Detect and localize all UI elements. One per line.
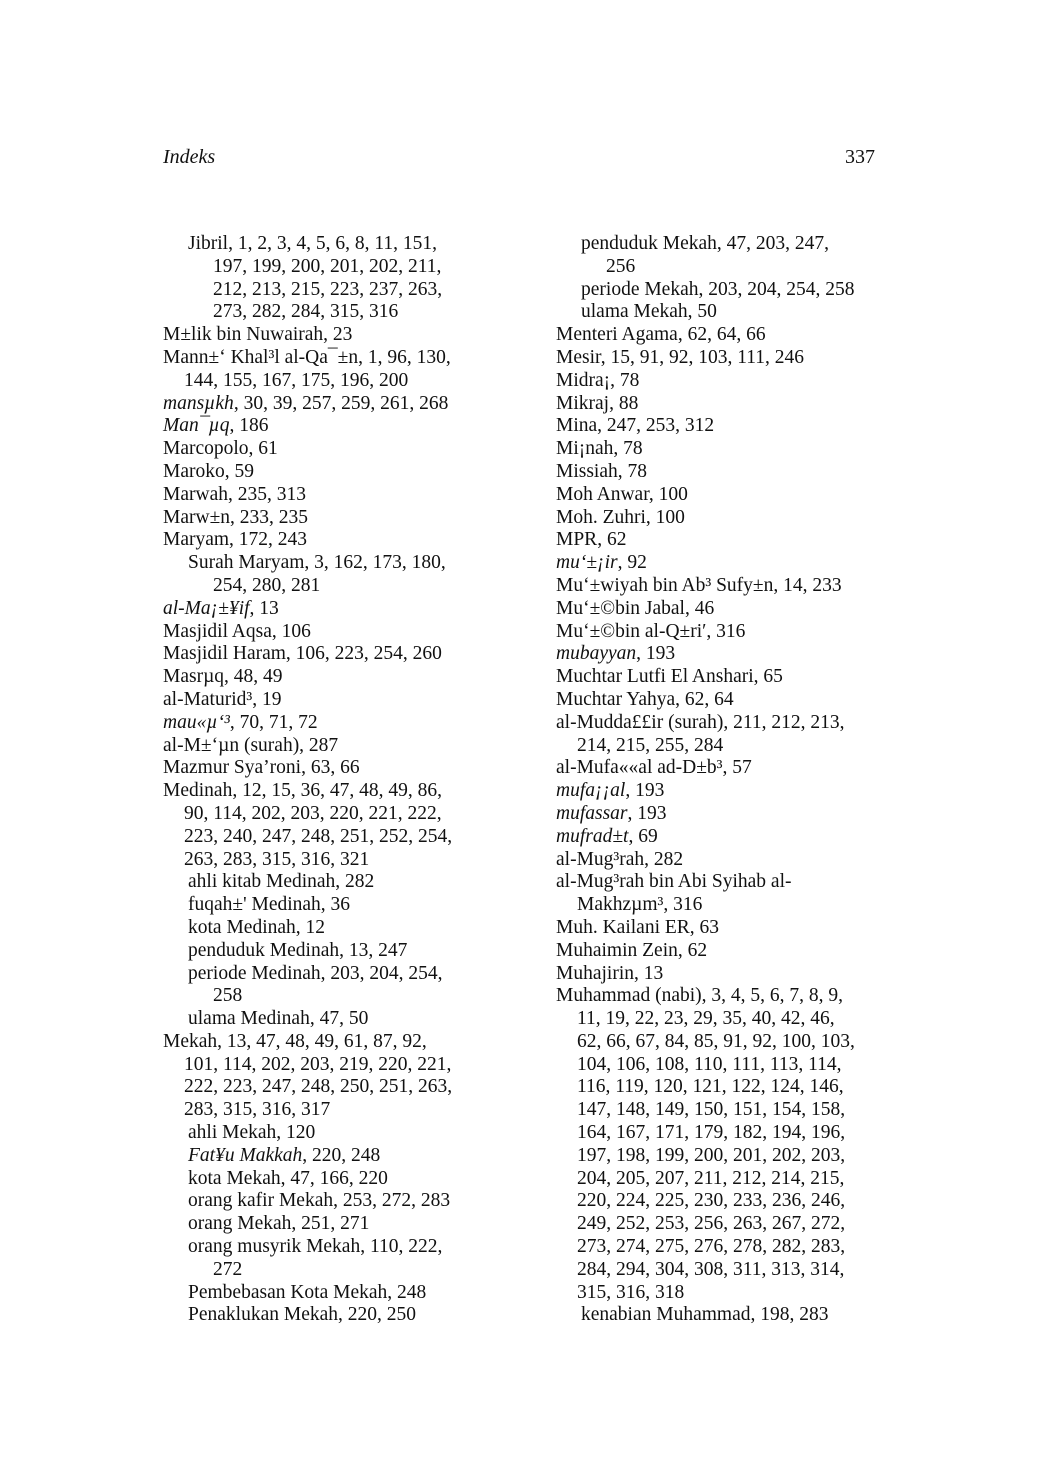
index-column-left: [163, 233, 508, 1327]
index-entry: 144, 155, 167, 175, 196, 200: [184, 369, 409, 391]
index-entry: 214, 215, 255, 284: [577, 734, 724, 756]
index-entry: 223, 240, 247, 248, 251, 252, 254,: [184, 825, 453, 847]
index-entry: al-Maturid³, 19: [163, 688, 282, 710]
index-entry: Masrµq, 48, 49: [163, 666, 283, 688]
index-entry: Man¯µq, 186: [163, 415, 269, 437]
index-term-italic: mubayyan: [556, 643, 637, 665]
index-entry: mansµkh, 30, 39, 257, 259, 261, 268: [163, 392, 449, 414]
index-subentry: kenabian Muhammad, 198, 283: [581, 1304, 829, 1326]
index-subentry: Jibril, 1, 2, 3, 4, 5, 6, 8, 11, 151,: [188, 233, 437, 254]
index-term-italic: Fat¥u Makkah: [188, 1144, 303, 1166]
index-entry: Marcopolo, 61: [163, 438, 278, 460]
index-entry: 263, 283, 315, 316, 321: [184, 848, 370, 870]
index-entry: Mu‘±wiyah bin Ab³ Sufy±n, 14, 233: [556, 574, 842, 596]
index-entry: 315, 316, 318: [577, 1281, 685, 1303]
index-subentry: penduduk Medinah, 13, 247: [188, 939, 408, 961]
index-entry: Mikraj, 88: [556, 392, 639, 414]
index-term-italic: mansµkh: [163, 392, 234, 414]
index-subentry: kota Medinah, 12: [188, 916, 326, 938]
index-entry: al-Mudda££ir (surah), 211, 212, 213,: [556, 711, 845, 733]
index-subentry: 258: [213, 985, 243, 1007]
index-subentry: ahli kitab Medinah, 282: [188, 871, 375, 893]
index-entry: 284, 294, 304, 308, 311, 313, 314,: [577, 1258, 845, 1280]
index-term-italic: mufa¡¡al: [556, 780, 626, 802]
index-entry: Muhaimin Zein, 62: [556, 939, 708, 961]
index-subentry: Fat¥u Makkah, 220, 248: [188, 1144, 381, 1166]
index-subentry: ulama Medinah, 47, 50: [188, 1008, 369, 1030]
index-subentry: ulama Mekah, 50: [581, 301, 717, 323]
index-term-italic: mu‘±¡ir: [556, 552, 618, 574]
index-entry: Medinah, 12, 15, 36, 47, 48, 49, 86,: [163, 780, 442, 802]
index-entry: mau«µ‘³, 70, 71, 72: [163, 711, 318, 733]
index-entry: al-Ma¡±¥if, 13: [163, 597, 279, 619]
index-entry: Maroko, 59: [163, 460, 254, 482]
index-subentry: periode Medinah, 203, 204, 254,: [188, 962, 443, 984]
index-entry: M±lik bin Nuwairah, 23: [163, 324, 353, 346]
index-subentry: 272: [213, 1258, 243, 1280]
index-entry: 204, 205, 207, 211, 212, 214, 215,: [577, 1167, 845, 1189]
index-term-italic: al-Ma¡±¥if: [163, 597, 250, 619]
index-entry: Moh Anwar, 100: [556, 483, 688, 505]
index-entry: Muhammad (nabi), 3, 4, 5, 6, 7, 8, 9,: [556, 985, 844, 1007]
index-subentry: periode Mekah, 203, 204, 254, 258: [581, 278, 855, 300]
index-entry: mufassar, 193: [556, 802, 667, 824]
index-entry: al-M±‘µn (surah), 287: [163, 734, 339, 756]
index-entry: Mi¡nah, 78: [556, 438, 643, 460]
index-entry: Mann±‘ Khal³l al-Qa¯±n, 1, 96, 130,: [163, 346, 451, 368]
index-entry: mufa¡¡al, 193: [556, 780, 665, 802]
index-subentry: fuqah±' Medinah, 36: [188, 894, 351, 916]
index-entry: Moh. Zuhri, 100: [556, 506, 685, 528]
index-subentry: kota Mekah, 47, 166, 220: [188, 1167, 388, 1189]
index-entry: Midra¡, 78: [556, 369, 640, 391]
index-subentry: Pembebasan Kota Mekah, 248: [188, 1281, 427, 1303]
index-entry: al-Mug³rah, 282: [556, 848, 684, 870]
index-subentry: ahli Mekah, 120: [188, 1122, 316, 1144]
page-number: 337: [845, 146, 875, 168]
index-entry: 90, 114, 202, 203, 220, 221, 222,: [184, 802, 442, 824]
index-entry: Mu‘±©bin al-Q±ri′, 316: [556, 620, 746, 642]
index-entry: 101, 114, 202, 203, 219, 220, 221,: [184, 1053, 452, 1075]
index-entry: 249, 252, 253, 256, 263, 267, 272,: [577, 1213, 846, 1235]
index-entry: Mazmur Sya’roni, 63, 66: [163, 757, 360, 779]
index-entry: 62, 66, 67, 84, 85, 91, 92, 100, 103,: [577, 1030, 855, 1052]
index-entry: 197, 198, 199, 200, 201, 202, 203,: [577, 1144, 846, 1166]
index-entry: al-Mug³rah bin Abi Syihab al-: [556, 871, 792, 893]
index-entry: mubayyan, 193: [556, 643, 676, 665]
index-entry: 273, 274, 275, 276, 278, 282, 283,: [577, 1236, 846, 1258]
index-entry: Marw±n, 233, 235: [163, 506, 309, 528]
index-entry: Mesir, 15, 91, 92, 103, 111, 246: [556, 346, 805, 368]
index-term-italic: mau«µ‘³: [163, 711, 230, 733]
index-subentry: 212, 213, 215, 223, 237, 263,: [213, 278, 443, 300]
index-subentry: 254, 280, 281: [213, 574, 321, 596]
index-subentry: 256: [606, 255, 636, 277]
index-entry: Maryam, 172, 243: [163, 529, 308, 551]
index-entry: Muhajirin, 13: [556, 962, 664, 984]
index-entry: Muh. Kailani ER, 63: [556, 916, 720, 938]
index-subentry: orang kafir Mekah, 253, 272, 283: [188, 1190, 451, 1212]
index-entry: 222, 223, 247, 248, 250, 251, 263,: [184, 1076, 453, 1098]
index-entry: 220, 224, 225, 230, 233, 236, 246,: [577, 1190, 846, 1212]
index-entry: Menteri Agama, 62, 64, 66: [556, 324, 766, 346]
index-entry: Masjidil Aqsa, 106: [163, 620, 311, 642]
index-entry: 104, 106, 108, 110, 111, 113, 114,: [577, 1053, 842, 1075]
index-entry: Missiah, 78: [556, 460, 648, 482]
index-subentry: 197, 199, 200, 201, 202, 211,: [213, 255, 442, 277]
index-entry: Muchtar Lutfi El Anshari, 65: [556, 666, 783, 688]
index-entry: 11, 19, 22, 23, 29, 35, 40, 42, 46,: [577, 1008, 835, 1030]
index-entry: Masjidil Haram, 106, 223, 254, 260: [163, 643, 442, 665]
index-entry: mu‘±¡ir, 92: [556, 552, 647, 574]
index-entry: 283, 315, 316, 317: [184, 1099, 331, 1121]
index-entry: Mekah, 13, 47, 48, 49, 61, 87, 92,: [163, 1030, 427, 1052]
index-entry: Mu‘±©bin Jabal, 46: [556, 597, 715, 619]
index-subentry: 273, 282, 284, 315, 316: [213, 301, 399, 323]
index-subentry: penduduk Mekah, 47, 203, 247,: [581, 233, 830, 254]
running-title: Indeks: [163, 146, 216, 168]
index-entry: mufrad±t, 69: [556, 825, 658, 847]
index-subentry: orang Mekah, 251, 271: [188, 1213, 370, 1235]
index-term-italic: mufassar: [556, 802, 628, 824]
index-entry: Makhzµm³, 316: [577, 894, 703, 916]
index-term-italic: mufrad±t: [556, 825, 629, 847]
index-entry: al-Mufa««al ad-D±b³, 57: [556, 757, 752, 779]
index-subentry: Surah Maryam, 3, 162, 173, 180,: [188, 552, 446, 574]
index-term-italic: Man¯µq: [163, 415, 230, 437]
index-entry: Muchtar Yahya, 62, 64: [556, 688, 734, 710]
index-subentry: orang musyrik Mekah, 110, 222,: [188, 1236, 443, 1258]
index-entry: Mina, 247, 253, 312: [556, 415, 715, 437]
index-entry: 164, 167, 171, 179, 182, 194, 196,: [577, 1122, 846, 1144]
index-entry: Marwah, 235, 313: [163, 483, 306, 505]
index-entry: MPR, 62: [556, 529, 627, 551]
index-entry: 116, 119, 120, 121, 122, 124, 146,: [577, 1076, 844, 1098]
index-entry: 147, 148, 149, 150, 151, 154, 158,: [577, 1099, 846, 1121]
index-subentry: Penaklukan Mekah, 220, 250: [188, 1304, 417, 1326]
index-column-right: [556, 233, 886, 1327]
